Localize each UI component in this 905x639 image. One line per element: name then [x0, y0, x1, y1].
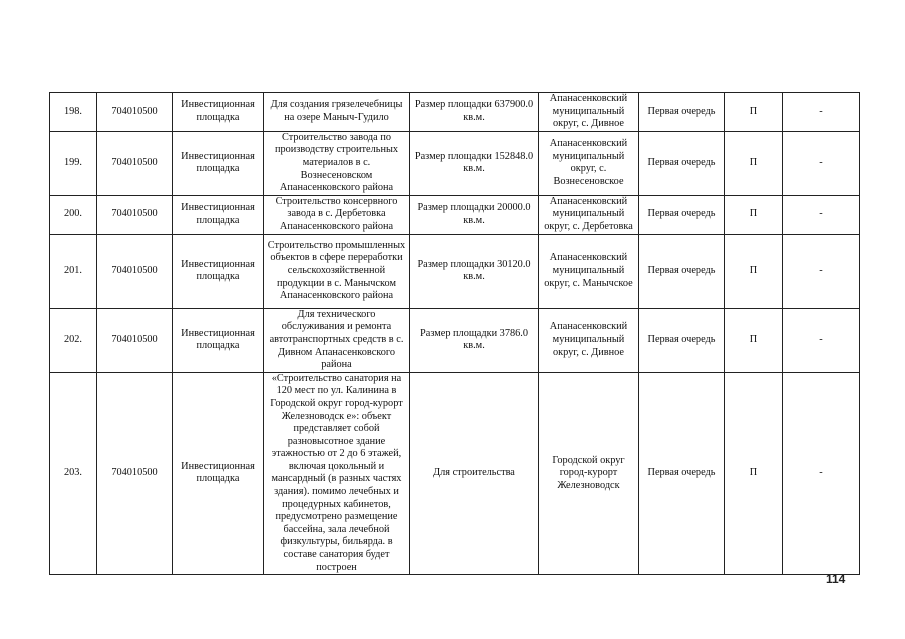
- row-type: Инвестиционная площадка: [173, 195, 264, 234]
- row-extra: -: [783, 93, 860, 132]
- row-purpose: Строительство консервного завода в с. Дербетовка Апанасенковского района: [264, 195, 410, 234]
- row-code: 704010500: [97, 195, 173, 234]
- row-code: 704010500: [97, 308, 173, 372]
- row-extra: -: [783, 372, 860, 575]
- table-row: [50, 308, 860, 372]
- table-row: [50, 372, 860, 575]
- row-priority: Первая очередь: [639, 234, 725, 308]
- row-priority: Первая очередь: [639, 308, 725, 372]
- row-code: 704010500: [97, 93, 173, 132]
- row-purpose: Для создания грязелечебницы на озере Маныч-Гудило: [264, 93, 410, 132]
- row-mark: П: [725, 93, 783, 132]
- row-mark: П: [725, 195, 783, 234]
- row-location: Апанасенковский муниципальный округ, с. Дивное: [539, 308, 639, 372]
- row-size: Размер площадки 152848.0 кв.м.: [410, 131, 539, 195]
- row-mark: П: [725, 372, 783, 575]
- row-number: 202.: [50, 308, 97, 372]
- row-purpose: Строительство промышленных объектов в сфере переработки сельскохозяйственной продукции в с. Манычском Апанасенковского района: [264, 234, 410, 308]
- row-type: Инвестиционная площадка: [173, 93, 264, 132]
- row-code: 704010500: [97, 131, 173, 195]
- row-type: Инвестиционная площадка: [173, 131, 264, 195]
- row-type: Инвестиционная площадка: [173, 372, 264, 575]
- row-number: 198.: [50, 93, 97, 132]
- row-extra: -: [783, 234, 860, 308]
- row-size: Размер площадки 20000.0 кв.м.: [410, 195, 539, 234]
- row-number: 199.: [50, 131, 97, 195]
- row-mark: П: [725, 131, 783, 195]
- row-purpose: Для технического обслуживания и ремонта автотранспортных средств в с. Дивном Апанасенковского района: [264, 308, 410, 372]
- row-location: Апанасенковский муниципальный округ, с. Дивное: [539, 93, 639, 132]
- row-location: Апанасенковский муниципальный округ, с. Дербетовка: [539, 195, 639, 234]
- table-row: [50, 93, 860, 132]
- row-location: Городской округ город-курорт Железноводск: [539, 372, 639, 575]
- row-number: 200.: [50, 195, 97, 234]
- row-number: 201.: [50, 234, 97, 308]
- row-priority: Первая очередь: [639, 195, 725, 234]
- row-priority: Первая очередь: [639, 93, 725, 132]
- row-size: Размер площадки 3786.0 кв.м.: [410, 308, 539, 372]
- table-row: [50, 195, 860, 234]
- investment-sites-table: [49, 92, 860, 575]
- table-row: [50, 131, 860, 195]
- row-size: Размер площадки 637900.0 кв.м.: [410, 93, 539, 132]
- row-priority: Первая очередь: [639, 131, 725, 195]
- row-location: Апанасенковский муниципальный округ, с. Вознесеновское: [539, 131, 639, 195]
- row-priority: Первая очередь: [639, 372, 725, 575]
- row-extra: -: [783, 195, 860, 234]
- row-size: Размер площадки 30120.0 кв.м.: [410, 234, 539, 308]
- row-type: Инвестиционная площадка: [173, 234, 264, 308]
- row-code: 704010500: [97, 372, 173, 575]
- row-mark: П: [725, 308, 783, 372]
- row-code: 704010500: [97, 234, 173, 308]
- row-purpose: Строительство завода по производству строительных материалов в с. Вознесеновском Апанасенковского района: [264, 131, 410, 195]
- table-row: [50, 234, 860, 308]
- row-mark: П: [725, 234, 783, 308]
- page-number: 114: [826, 572, 846, 586]
- row-number: 203.: [50, 372, 97, 575]
- row-purpose: «Строительство санатория на 120 мест по ул. Калинина в Городской округ город-курорт Железноводск е»: объект представляет собой разновысотное здание этажностью от 2 до 6 этажей, включая цокольный и мансардный (в разных частях здания). помимо лечебных и процедурных кабинетов, предусмотрено размещение бассейна, зала лечебной физкультуры, бильярда. в составе санатория будет построен: [264, 372, 410, 575]
- row-extra: -: [783, 131, 860, 195]
- row-location: Апанасенковский муниципальный округ, с. Манычское: [539, 234, 639, 308]
- row-type: Инвестиционная площадка: [173, 308, 264, 372]
- row-extra: -: [783, 308, 860, 372]
- row-size: Для строительства: [410, 372, 539, 575]
